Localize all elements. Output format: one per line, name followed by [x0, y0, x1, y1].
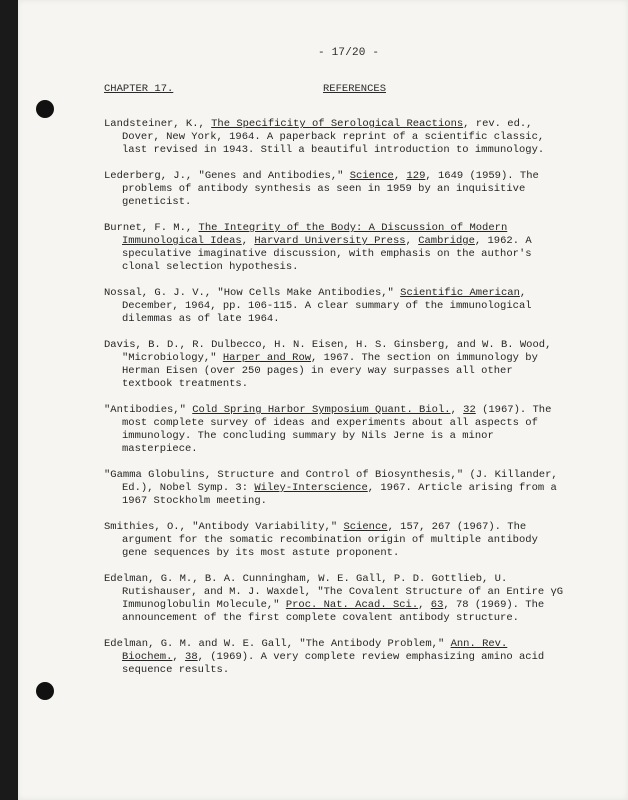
- reference-title: Ann. Rev. Biochem.: [122, 638, 508, 663]
- reference-text: Edelman, G. M. and W. E. Gall, "The Antibody Problem,": [104, 638, 451, 650]
- reference-text: "Gamma Globulins, Structure and Control of Biosynthesis," (J. Killander, Ed.), Nobel Symp. 3:: [104, 469, 558, 494]
- reference-text: , 78 (1969). The announcement of the first complete covalent antibody structure.: [122, 599, 545, 624]
- reference-text: , 157, 267 (1967). The argument for the somatic recombination origin of multiple antibody gene sequences by its most astute proponent.: [122, 521, 538, 559]
- reference-text: Smithies, O., "Antibody Variability,": [104, 521, 344, 533]
- reference-title: Cambridge: [418, 235, 475, 247]
- reference-title: 63: [430, 599, 444, 611]
- reference-title: Proc. Nat. Acad. Sci.: [285, 599, 419, 611]
- reference-text: , 1967. The section on immunology by Herman Eisen (over 250 pages) in every way surpasses all other textbook treatments.: [122, 352, 538, 390]
- reference-entry: [104, 404, 564, 456]
- reference-title: The Specificity of Serological Reactions: [211, 118, 464, 130]
- reference-entry: [104, 118, 564, 157]
- reference-entry: [104, 638, 564, 677]
- reference-list: [104, 118, 564, 690]
- reference-text: , 1649 (1959). The problems of antibody synthesis as seen in 1959 by an inquisitive geneticist.: [122, 170, 539, 208]
- reference-title: Harper and Row: [222, 352, 312, 364]
- reference-entry: [104, 287, 564, 326]
- reference-title: Harvard University Press: [254, 235, 406, 247]
- reference-title: Science: [349, 170, 394, 182]
- reference-entry: [104, 170, 564, 209]
- reference-text: Lederberg, J., "Genes and Antibodies,": [104, 170, 350, 182]
- reference-text: , (1969). A very complete review emphasizing amino acid sequence results.: [122, 651, 545, 676]
- reference-text: "Antibodies,": [104, 404, 193, 416]
- reference-text: Burnet, F. M.,: [104, 222, 199, 234]
- reference-title: Cold Spring Harbor Symposium Quant. Biol.: [192, 404, 451, 416]
- binder-hole-bottom: [36, 682, 54, 700]
- reference-entry: [104, 339, 564, 391]
- reference-text: Landsteiner, K.,: [104, 118, 212, 130]
- section-heading: REFERENCES: [323, 83, 387, 95]
- reference-text: ,: [393, 170, 407, 182]
- binder-hole-top: [36, 100, 54, 118]
- reference-title: Scientific American: [400, 287, 520, 299]
- reference-title: 129: [406, 170, 426, 182]
- reference-text: , December, 1964, pp. 106-115. A clear summary of the immunological dilemmas as of late 1964.: [122, 287, 532, 325]
- reference-text: ,: [450, 404, 464, 416]
- reference-text: , 1967. Article arising from a 1967 Stockholm meeting.: [122, 482, 557, 507]
- reference-text: ,: [241, 235, 255, 247]
- document-page: [18, 0, 628, 800]
- reference-title: 38: [185, 651, 198, 663]
- reference-entry: [104, 521, 564, 560]
- reference-title: Wiley-Interscience: [254, 482, 368, 494]
- reference-text: (1967). The most complete survey of ideas and experiments about all aspects of immunology. The concluding summary by Nils Jerne is a minor masterpiece.: [122, 404, 552, 455]
- reference-text: , 1962. A speculative imaginative discussion, with emphasis on the author's clonal selection hypothesis.: [122, 235, 532, 273]
- reference-text: ,: [405, 235, 419, 247]
- reference-entry: [104, 573, 564, 625]
- reference-text: ,: [172, 651, 186, 663]
- chapter-label: CHAPTER 17.: [104, 83, 174, 95]
- reference-entry: [104, 469, 564, 508]
- reference-text: Davis, B. D., R. Dulbecco, H. N. Eisen, H. S. Ginsberg, and W. B. Wood, "Microbiology,": [104, 339, 552, 364]
- reference-text: , rev. ed., Dover, New York, 1964. A paperback reprint of a scientific classic, last revised in 1943. Still a beautiful introduction to immunology.: [122, 118, 545, 156]
- reference-text: Edelman, G. M., B. A. Cunningham, W. E. Gall, P. D. Gottlieb, U. Rutishauser, and M. J. Waxdel, "The Covalent Structure of an Entire γG Immunoglobulin Molecule,": [104, 573, 564, 611]
- page-number: - 17/20 -: [318, 47, 380, 59]
- reference-text: Nossal, G. J. V., "How Cells Make Antibodies,": [104, 287, 401, 299]
- reference-title: The Integrity of the Body: A Discussion of Modern Immunological Ideas: [122, 222, 508, 247]
- reference-title: Science: [343, 521, 388, 533]
- reference-text: ,: [418, 599, 431, 611]
- reference-entry: [104, 222, 564, 274]
- reference-title: 32: [463, 404, 476, 416]
